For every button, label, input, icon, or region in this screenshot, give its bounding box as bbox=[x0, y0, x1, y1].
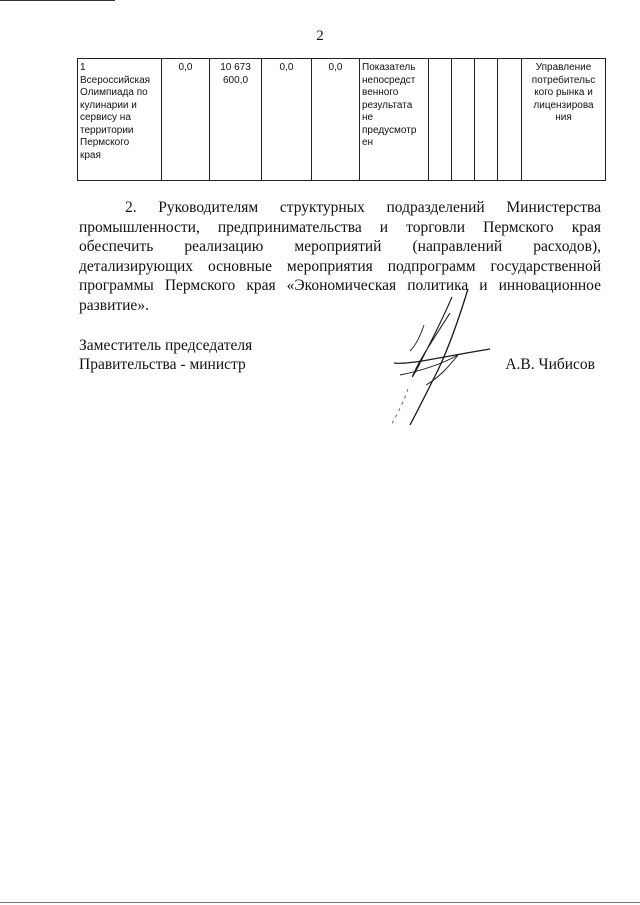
indicator-cell bbox=[360, 59, 429, 181]
signer-title: Заместитель председателя Правительства - министр bbox=[79, 337, 253, 373]
indicator-text: Показатель непосредст венного результата не предусмотр ен bbox=[362, 62, 417, 148]
bottom-rule bbox=[0, 902, 640, 903]
value-cell bbox=[210, 59, 262, 181]
value-cell bbox=[262, 59, 312, 181]
event-name: 1 Всероссийская Олимпиада по кулинарии и сервису на территории Пермского края bbox=[80, 62, 151, 161]
instruction-paragraph: 2. Руководителям структурных подразделений Министерства промышленности, предпринимательства и торговли Пермского края обеспечить реализацию мероприятий (направлений расходов), детализирующих основные мероприятия подпрограмм государственной программы Пермского края «Экономическая политика и инновационное развитие». bbox=[79, 199, 601, 314]
value-2: 10 673 600,0 bbox=[220, 62, 251, 86]
page-number: 2 bbox=[316, 28, 324, 44]
empty-cell bbox=[452, 59, 475, 181]
event-name-cell bbox=[78, 59, 162, 181]
value-3: 0,0 bbox=[279, 62, 294, 73]
value-1: 0,0 bbox=[178, 62, 193, 73]
program-table bbox=[77, 58, 606, 181]
responsible-text: Управление потребительс кого рынка и лицензирова ния bbox=[531, 62, 596, 123]
signer-name: А.В. Чибисов bbox=[505, 356, 595, 373]
table-row bbox=[78, 59, 606, 181]
value-cell bbox=[312, 59, 360, 181]
handwritten-signature bbox=[380, 285, 500, 435]
responsible-cell bbox=[522, 59, 606, 181]
top-rule bbox=[0, 0, 115, 1]
empty-cell bbox=[475, 59, 498, 181]
value-4: 0,0 bbox=[328, 62, 343, 73]
value-cell bbox=[162, 59, 210, 181]
empty-cell bbox=[498, 59, 522, 181]
empty-cell bbox=[429, 59, 452, 181]
